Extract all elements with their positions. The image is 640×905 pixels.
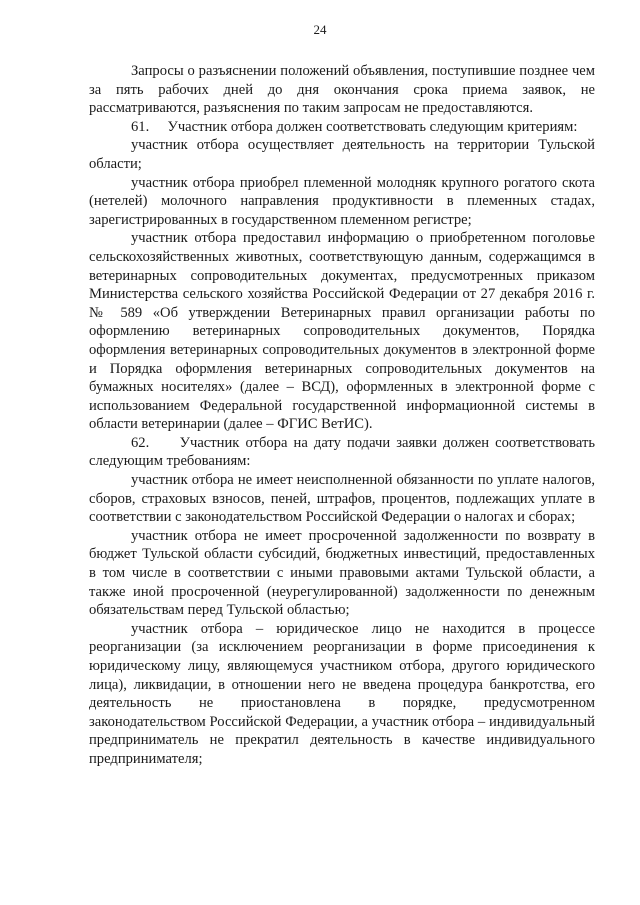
paragraph-requirement-taxes: участник отбора не имеет неисполненной обязанности по уплате налогов, сборов, страховых взносов, пеней, штрафов, процентов, подлежащих уплате в соответствии с законодательством Российской Федерации о налогах и сборах; — [89, 472, 595, 526]
paragraph-criterion-vsd-info: участник отбора предоставил информацию о приобретенном поголовье сельскохозяйственных животных, соответствующую данным, содержащимся в ветеринарных сопроводительных документах, предусмотренных приказом Министерства сельского хозяйства Российской Федерации от 27 декабря 2016 г. № 589 «Об утверждении Ветеринарных правил организации работы по оформлению ветеринарных сопроводительных документов, Порядка оформления ветеринарных сопроводительных документов в электронной форме и Порядка оформления ветеринарных сопроводительных документов на бумажных носителях» (далее – ВСД), оформленных в электронной форме с использованием Федеральной государственной информационной системы в области ветеринарии (далее – ФГИС ВетИС). — [89, 230, 595, 433]
page-number: 24 — [313, 22, 327, 37]
paragraph-item-61: 61. Участник отбора должен соответствовать следующим критериям: — [131, 118, 578, 135]
paragraph-requirement-debts: участник отбора не имеет просроченной задолженности по возврату в бюджет Тульской области субсидий, бюджетных инвестиций, предоставленных в том числе в соответствии с иными правовыми актами Тульской области, а также иной просроченной (неурегулированной) задолженности по денежным обязательствам перед Тульской областью; — [89, 527, 595, 619]
paragraph-item-62: 62. Участник отбора на дату подачи заявки должен соответствовать следующим требованиям: — [89, 434, 595, 470]
paragraph-criterion-territory: участник отбора осуществляет деятельность на территории Тульской области; — [89, 137, 595, 172]
paragraph-clarification-requests: Запросы о разъяснении положений объявления, поступившие позднее чем за пять рабочих дней до дня окончания срока приема заявок, не рассматриваются, разъяснения по таким запросам не предоставляются. — [89, 63, 595, 117]
paragraph-criterion-breeding-stock: участник отбора приобрел племенной молодняк крупного рогатого скота (нетелей) молочного направления продуктивности в племенных стадах, зарегистрированных в государственном племенном регистре; — [89, 174, 595, 228]
document-body — [89, 62, 595, 769]
paragraph-requirement-reorganization: участник отбора – юридическое лицо не находится в процессе реорганизации (за исключением реорганизации в форме присоединения к юридическому лицу, являющемуся участником отбора, другого юридического лица), ликвидации, в отношении него не введена процедура банкротства, его деятельность не приостановлена в порядке, предусмотренном законодательством Российской Федерации, а участник отбора – индивидуальный предприниматель не прекратил деятельность в качестве индивидуального предпринимателя; — [89, 620, 595, 767]
